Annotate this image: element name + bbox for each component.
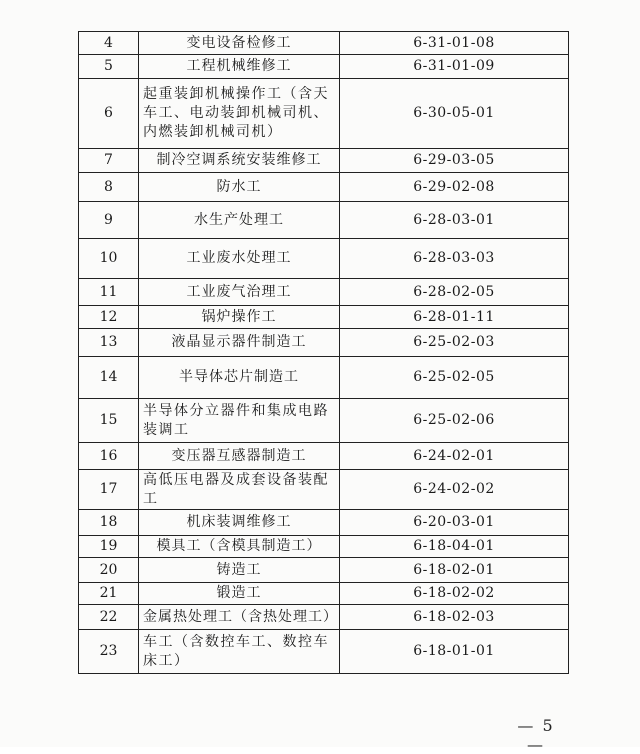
occupation-code: 6-29-03-05 bbox=[340, 149, 569, 173]
row-number: 17 bbox=[79, 470, 139, 510]
table-row bbox=[79, 202, 569, 239]
page-number: — 5 — bbox=[517, 716, 555, 754]
occupation-name: 车工（含数控车工、数控车床工） bbox=[143, 633, 329, 669]
occupation-name: 模具工（含模具制造工） bbox=[156, 538, 322, 554]
occupation-name: 变电设备检修工 bbox=[186, 34, 292, 51]
occupation-name-cell bbox=[139, 558, 340, 583]
row-number: 15 bbox=[79, 399, 139, 443]
occupation-name: 机床装调维修工 bbox=[186, 514, 292, 530]
row-number: 6 bbox=[79, 79, 139, 149]
occupation-code: 6-28-03-03 bbox=[340, 239, 569, 279]
table-row bbox=[79, 583, 569, 605]
occupation-name-cell bbox=[139, 306, 340, 329]
table-row bbox=[79, 306, 569, 329]
occupation-code: 6-25-02-06 bbox=[340, 399, 569, 443]
occupation-name-cell bbox=[139, 173, 340, 202]
row-number: 4 bbox=[79, 32, 139, 55]
occupation-name-cell bbox=[139, 239, 340, 279]
row-number: 21 bbox=[79, 583, 139, 605]
occupation-code: 6-24-02-01 bbox=[340, 443, 569, 470]
occupation-name: 铸造工 bbox=[216, 561, 262, 578]
row-number: 14 bbox=[79, 357, 139, 399]
occupation-name: 半导体芯片制造工 bbox=[179, 369, 299, 385]
row-number: 10 bbox=[79, 239, 139, 279]
occupation-name-cell bbox=[139, 583, 340, 605]
occupation-code: 6-18-04-01 bbox=[340, 536, 569, 558]
occupation-name: 锻造工 bbox=[216, 585, 262, 601]
table-body bbox=[79, 32, 569, 674]
occupation-name: 工业废气治理工 bbox=[186, 283, 292, 300]
row-number: 13 bbox=[79, 329, 139, 357]
occupation-name-cell bbox=[139, 55, 340, 79]
row-number: 8 bbox=[79, 173, 139, 202]
table-row bbox=[79, 149, 569, 173]
occupation-code: 6-18-01-01 bbox=[340, 630, 569, 674]
table-row bbox=[79, 32, 569, 55]
occupation-name-cell bbox=[139, 630, 340, 674]
table-row bbox=[79, 443, 569, 470]
occupation-code: 6-25-02-03 bbox=[340, 329, 569, 357]
occupation-code: 6-20-03-01 bbox=[340, 510, 569, 536]
occupation-code: 6-18-02-02 bbox=[340, 583, 569, 605]
occupation-code: 6-31-01-08 bbox=[340, 32, 569, 55]
occupation-name-cell bbox=[139, 399, 340, 443]
occupation-code: 6-29-02-08 bbox=[340, 173, 569, 202]
table-row bbox=[79, 558, 569, 583]
table-row bbox=[79, 470, 569, 510]
occupation-name: 制冷空调系统安装维修工 bbox=[156, 152, 322, 168]
row-number: 16 bbox=[79, 443, 139, 470]
occupation-code: 6-25-02-05 bbox=[340, 357, 569, 399]
occupation-code: 6-28-01-11 bbox=[340, 306, 569, 329]
occupation-name: 防水工 bbox=[216, 178, 262, 195]
row-number: 9 bbox=[79, 202, 139, 239]
occupation-name: 半导体分立器件和集成电路装调工 bbox=[143, 402, 329, 438]
occupation-name: 变压器互感器制造工 bbox=[171, 447, 307, 464]
row-number: 19 bbox=[79, 536, 139, 558]
occupation-name-cell bbox=[139, 536, 340, 558]
occupation-name-cell bbox=[139, 605, 340, 630]
occupation-name: 工程机械维修工 bbox=[186, 58, 292, 74]
occupation-name-cell bbox=[139, 470, 340, 510]
row-number: 18 bbox=[79, 510, 139, 536]
occupation-name: 水生产处理工 bbox=[194, 211, 284, 228]
row-number: 20 bbox=[79, 558, 139, 583]
occupation-name-cell bbox=[139, 32, 340, 55]
table-row bbox=[79, 279, 569, 306]
occupation-code: 6-28-03-01 bbox=[340, 202, 569, 239]
occupation-code: 6-24-02-02 bbox=[340, 470, 569, 510]
row-number: 22 bbox=[79, 605, 139, 630]
table-row bbox=[79, 630, 569, 674]
row-number: 23 bbox=[79, 630, 139, 674]
table-row bbox=[79, 510, 569, 536]
table-row bbox=[79, 536, 569, 558]
table-row bbox=[79, 399, 569, 443]
occupation-name: 高低压电器及成套设备装配工 bbox=[143, 471, 329, 507]
occupation-name-cell bbox=[139, 79, 340, 149]
occupation-code: 6-31-01-09 bbox=[340, 55, 569, 79]
occupation-name-cell bbox=[139, 329, 340, 357]
row-number: 12 bbox=[79, 306, 139, 329]
table-row bbox=[79, 79, 569, 149]
table-row bbox=[79, 357, 569, 399]
row-number: 5 bbox=[79, 55, 139, 79]
occupation-name-cell bbox=[139, 443, 340, 470]
occupation-name: 工业废水处理工 bbox=[186, 250, 292, 266]
occupation-code: 6-18-02-01 bbox=[340, 558, 569, 583]
table-row bbox=[79, 173, 569, 202]
table-row bbox=[79, 55, 569, 79]
occupation-code: 6-18-02-03 bbox=[340, 605, 569, 630]
table-row bbox=[79, 239, 569, 279]
table-row bbox=[79, 605, 569, 630]
occupation-name-cell bbox=[139, 279, 340, 306]
occupation-name-cell bbox=[139, 357, 340, 399]
occupation-name: 起重装卸机械操作工（含天车工、电动装卸机械司机、内燃装卸机械司机） bbox=[143, 86, 329, 140]
row-number: 11 bbox=[79, 279, 139, 306]
occupation-name: 锅炉操作工 bbox=[201, 308, 277, 325]
occupation-name: 液晶显示器件制造工 bbox=[171, 334, 307, 350]
occupation-name-cell bbox=[139, 510, 340, 536]
table-row bbox=[79, 329, 569, 357]
occupation-name: 金属热处理工（含热处理工） bbox=[143, 608, 338, 625]
occupation-code: 6-28-02-05 bbox=[340, 279, 569, 306]
occupation-name-cell bbox=[139, 202, 340, 239]
occupation-code: 6-30-05-01 bbox=[340, 79, 569, 149]
occupation-name-cell bbox=[139, 149, 340, 173]
row-number: 7 bbox=[79, 149, 139, 173]
occupation-table bbox=[78, 31, 569, 674]
